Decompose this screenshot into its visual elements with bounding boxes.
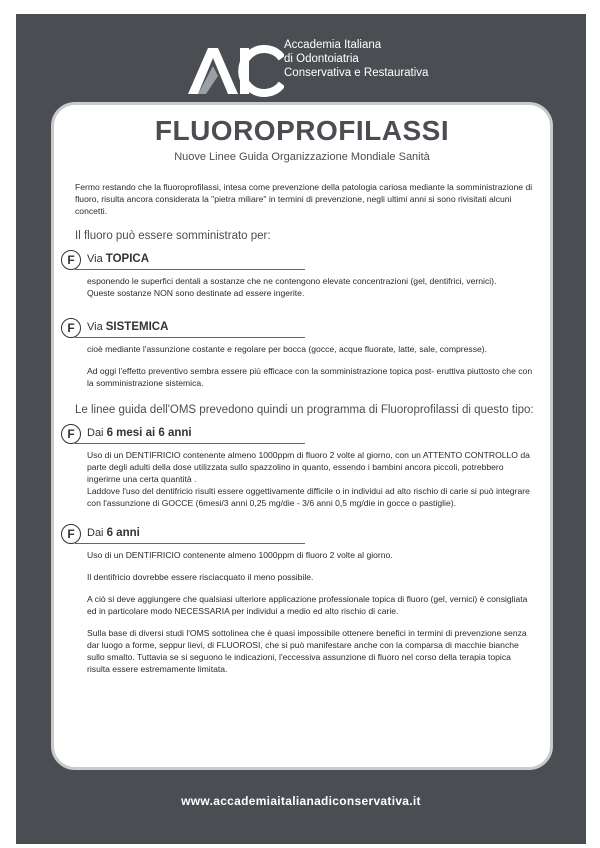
main-content <box>67 181 535 675</box>
fluoro-badge-icon: F <box>61 524 81 544</box>
aic-logo-icon <box>184 42 284 98</box>
section-rule <box>75 443 305 444</box>
section-text: Ad oggi l'effetto preventivo sembra essere più efficace con la somministrazione topica post- eruttiva piuttosto che con la somministrazione sistemica. <box>87 366 533 388</box>
section-rule <box>75 543 305 544</box>
section-topica <box>67 253 535 299</box>
page-subtitle: Nuove Linee Guida Organizzazione Mondiale Sanità <box>174 151 430 163</box>
section-age-6m-6y <box>67 427 535 509</box>
section-rule <box>75 269 305 270</box>
fluoro-badge-icon: F <box>61 250 81 270</box>
section-text: A ciò si deve aggiungere che qualsiasi ulteriore applicazione professionale topica di fluoro (gel, vernici) è consigliata ed in particolare modo NECESSARIA per individui a medio ed alto rischio di carie. <box>87 594 528 616</box>
footer-url[interactable]: www.accademiaitalianadiconservativa.it <box>181 794 421 808</box>
section-title: Dai 6 anni <box>87 527 140 539</box>
lead-text-2: Le linee guida dell'OMS prevedono quindi un programma di Fluoroprofilassi di questo tipo: <box>75 404 534 416</box>
section-text: Uso di un DENTIFRICIO contenente almeno 1000ppm di fluoro 2 volte al giorno. <box>87 550 393 560</box>
section-text: cioè mediante l'assunzione costante e regolare per bocca (gocce, acque fluorate, latte, sale, compresse). <box>87 344 488 354</box>
organization-name: Accademia Italiana di Odontoiatria Conservativa e Restaurativa <box>284 39 429 79</box>
section-text: Queste sostanze NON sono destinate ad essere ingerite. <box>87 288 305 298</box>
content-card <box>51 102 553 770</box>
section-text: Il dentifricio dovrebbe essere risciacquato il meno possibile. <box>87 572 314 582</box>
section-title: Dai 6 mesi ai 6 anni <box>87 427 192 439</box>
section-sistemica <box>67 321 535 389</box>
intro-paragraph: Fermo restando che la fluoroprofilassi, intesa come prevenzione della patologia cariosa mediante la somministrazione di fluoro, risulta ancora considerata la "pietra miliare" in termini di prevenzione, negli ultimi anni si sono rivisitati alcuni concetti. <box>75 182 533 216</box>
section-text: Sulla base di diversi studi l'OMS sottolinea che è quasi impossibile ottenere benefici in termini di prevenzione senza dar luogo a forme, seppur lievi, di FLUOROSI, che si può manifestare anche con la comparsa di macchie bianche sullo smalto. Tuttavia se si seguono le indicazioni, l'eccessiva assunzione di fluoro nel corso della terapia topica risulta essere estremamente limitata. <box>87 628 527 674</box>
section-title: Via SISTEMICA <box>87 321 169 333</box>
fluoro-badge-icon: F <box>61 318 81 338</box>
section-text: Uso di un DENTIFRICIO contenente almeno 1000ppm di fluoro 2 volte al giorno, con un ATTENTO CONTROLLO da parte degli adulti della dose utilizzata sullo spazzolino in quanto, essendo i bambini ancora piccoli, potrebbero ingerirne una certa quantità . <box>87 450 530 484</box>
document-sheet <box>16 14 586 844</box>
fluoro-badge-icon: F <box>61 424 81 444</box>
section-age-6y <box>67 527 535 675</box>
section-text: Laddove l'uso del dentifricio risulti essere oggettivamente difficile o in individui ad alto rischio di carie si può integrare con l'assunzione di GOCCE (6mesi/3 anni 0,25 mg/die - 3/6 anni 0,5 mg/die in gocce o pastiglie). <box>87 486 530 508</box>
page-title: FLUOROPROFILASSI <box>154 115 450 146</box>
section-title: Via TOPICA <box>87 253 150 265</box>
section-text: esponendo le superfici dentali a sostanze che ne contengono elevate concentrazioni (gel, dentifrici, vernici). <box>87 276 497 286</box>
lead-text-1: Il fluoro può essere somministrato per: <box>75 230 271 242</box>
logo-text: AIC <box>184 42 186 43</box>
section-rule <box>75 337 305 338</box>
